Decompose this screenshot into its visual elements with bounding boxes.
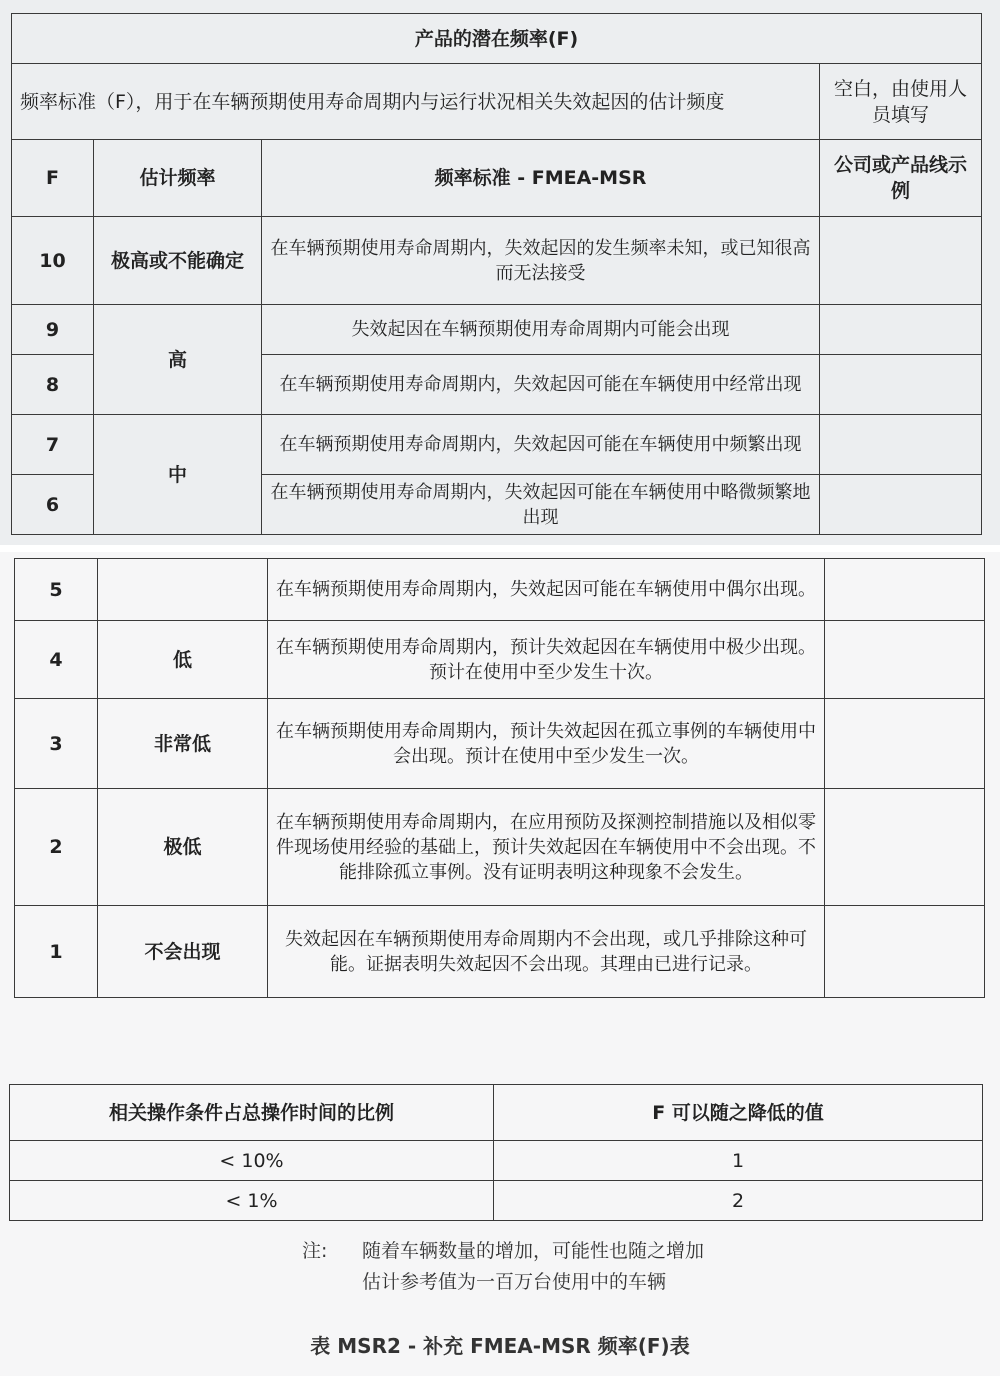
header-example: 公司或产品线示例 — [820, 140, 982, 217]
table-row — [12, 217, 982, 305]
frequency-level: 高 — [94, 305, 262, 415]
criteria-text: 在车辆预期使用寿命周期内，预计失效起因在孤立事例的车辆使用中会出现。预计在使用中至少发生一次。 — [268, 699, 825, 789]
example-cell — [820, 415, 982, 475]
f-value: 5 — [15, 559, 98, 621]
criteria-text: 在车辆预期使用寿命周期内，失效起因可能在车辆使用中略微频繁地出现 — [262, 475, 820, 535]
criteria-text: 在车辆预期使用寿命周期内，预计失效起因在车辆使用中极少出现。预计在使用中至少发生十次。 — [268, 621, 825, 699]
example-cell — [820, 217, 982, 305]
example-cell — [820, 305, 982, 355]
note-line-1: 随着车辆数量的增加，可能性也随之增加 — [362, 1240, 705, 1262]
f-value: 4 — [15, 621, 98, 699]
table-row — [15, 559, 985, 621]
criteria-description: 频率标准（F），用于在车辆预期使用寿命周期内与运行状况相关失效起因的估计频度 — [12, 64, 820, 140]
table-row — [15, 906, 985, 998]
table-row — [12, 305, 982, 355]
ratio-cell: < 1% — [10, 1181, 494, 1221]
table-row — [15, 699, 985, 789]
example-cell — [825, 559, 985, 621]
table-row — [10, 1181, 983, 1221]
frequency-table-bottom — [14, 558, 985, 998]
criteria-text: 在车辆预期使用寿命周期内，失效起因可能在车辆使用中经常出现 — [262, 355, 820, 415]
header-estimated-frequency: 估计频率 — [94, 140, 262, 217]
table-title: 产品的潜在频率(F) — [12, 14, 982, 64]
criteria-text: 在车辆预期使用寿命周期内，失效起因的发生频率未知，或已知很高而无法接受 — [262, 217, 820, 305]
example-cell — [825, 789, 985, 906]
reduction-value-cell: 1 — [494, 1141, 983, 1181]
f-value: 9 — [12, 305, 94, 355]
example-cell — [825, 906, 985, 998]
table-row — [10, 1141, 983, 1181]
example-cell — [825, 621, 985, 699]
example-cell — [820, 475, 982, 535]
criteria-text: 在车辆预期使用寿命周期内，失效起因可能在车辆使用中频繁出现 — [262, 415, 820, 475]
header-f: F — [12, 140, 94, 217]
table-row — [15, 621, 985, 699]
header-ratio: 相关操作条件占总操作时间的比例 — [10, 1085, 494, 1141]
f-value: 10 — [12, 217, 94, 305]
table-caption: 表 MSR2 - 补充 FMEA-MSR 频率(F)表 — [310, 1334, 690, 1358]
frequency-level: 不会出现 — [98, 906, 268, 998]
frequency-level — [98, 559, 268, 621]
blank-note: 空白，由使用人员填写 — [820, 64, 982, 140]
example-cell — [820, 355, 982, 415]
reduction-value-cell: 2 — [494, 1181, 983, 1221]
f-value: 8 — [12, 355, 94, 415]
frequency-table-top — [11, 13, 982, 535]
header-criteria: 频率标准 - FMEA-MSR — [262, 140, 820, 217]
frequency-level: 非常低 — [98, 699, 268, 789]
frequency-level: 中 — [94, 415, 262, 535]
note-line-2: 估计参考值为一百万台使用中的车辆 — [362, 1271, 667, 1293]
header-reduction-value: F 可以随之降低的值 — [494, 1085, 983, 1141]
frequency-level: 极高或不能确定 — [94, 217, 262, 305]
table-row — [15, 789, 985, 906]
criteria-text: 失效起因在车辆预期使用寿命周期内可能会出现 — [262, 305, 820, 355]
criteria-text: 在车辆预期使用寿命周期内，失效起因可能在车辆使用中偶尔出现。 — [268, 559, 825, 621]
criteria-text: 失效起因在车辆预期使用寿命周期内不会出现，或几乎排除这种可能。证据表明失效起因不会出现。其理由已进行记录。 — [268, 906, 825, 998]
frequency-level: 极低 — [98, 789, 268, 906]
table-row — [12, 415, 982, 475]
f-value: 7 — [12, 415, 94, 475]
f-value: 1 — [15, 906, 98, 998]
f-value: 6 — [12, 475, 94, 535]
note-block — [302, 1236, 704, 1298]
page-gap — [0, 545, 1000, 552]
frequency-level: 低 — [98, 621, 268, 699]
ratio-cell: < 10% — [10, 1141, 494, 1181]
note-label: 注: — [302, 1240, 328, 1262]
example-cell — [825, 699, 985, 789]
criteria-text: 在车辆预期使用寿命周期内，在应用预防及探测控制措施以及相似零件现场使用经验的基础上，预计失效起因在车辆使用中不会出现。不能排除孤立事例。没有证明表明这种现象不会发生。 — [268, 789, 825, 906]
f-value: 3 — [15, 699, 98, 789]
frequency-reduction-table — [9, 1084, 983, 1221]
f-value: 2 — [15, 789, 98, 906]
